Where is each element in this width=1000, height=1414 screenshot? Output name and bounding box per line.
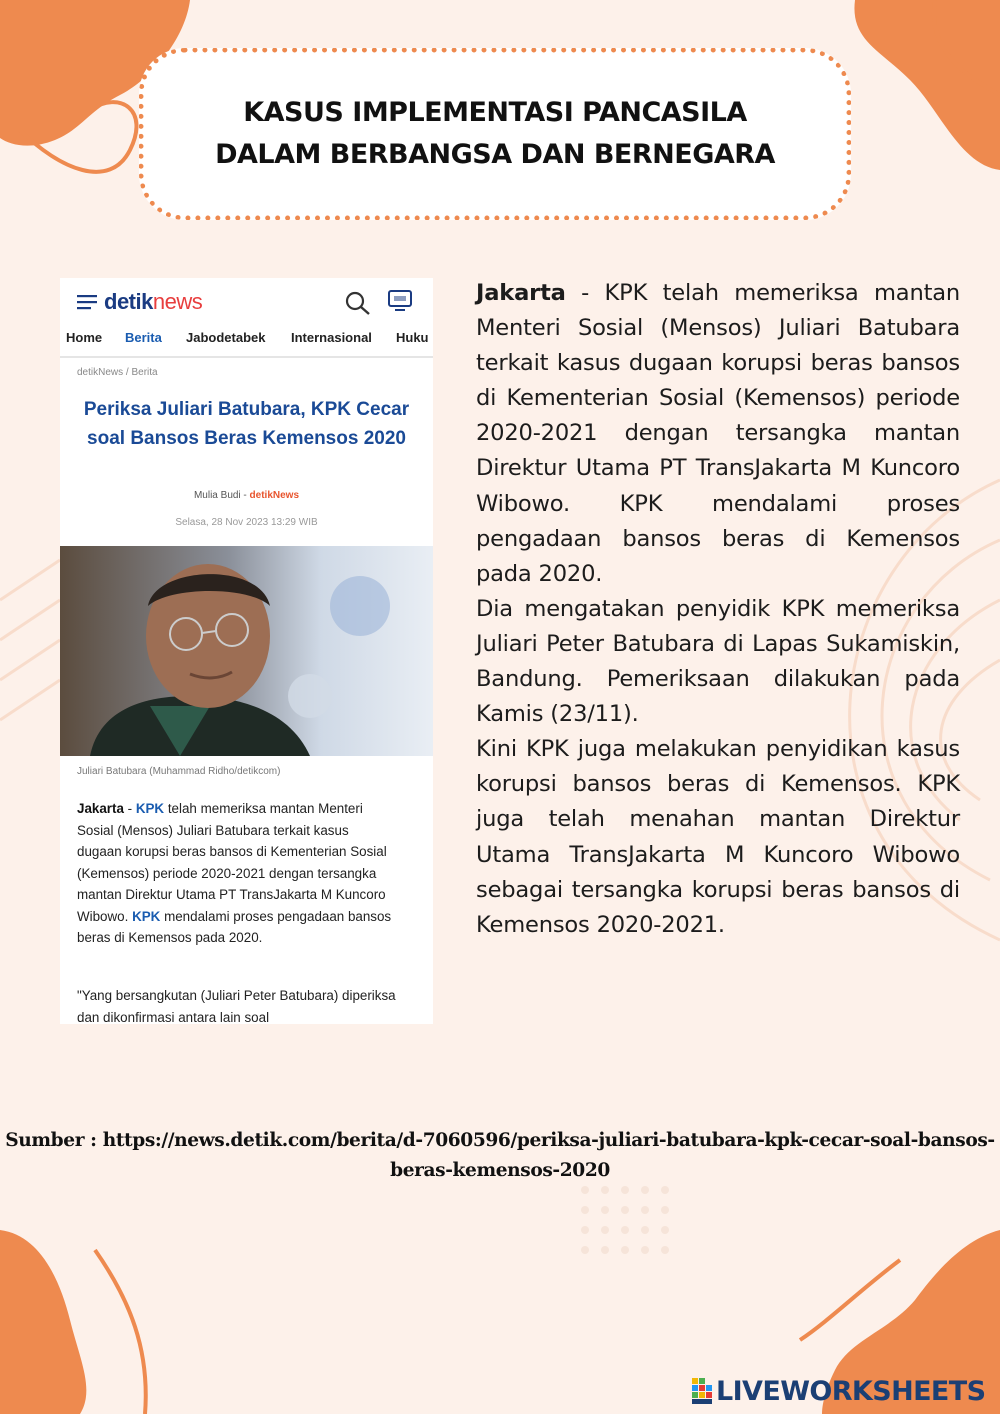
news-header [60, 278, 433, 358]
nav-berita: Berita [125, 330, 162, 345]
article-paragraph-2: Dia mengatakan penyidik KPK memeriksa Juliari Peter Batubara di Lapas Sukamiskin, Bandung. Pemeriksaan dilakukan pada Kamis (23/11). [476, 595, 960, 728]
news-snippet: Jakarta - KPK telah memeriksa mantan Menteri Sosial (Mensos) Juliari Batubara terkait kasus dugaan korupsi beras bansos di Kementerian Sosial (Kemensos) periode 2020-2021 dengan tersangka mantan Direktur Utama PT TransJakarta M Kuncoro Wibowo. KPK mendalami proses pengadaan bansos beras di Kemensos pada 2020. [77, 801, 392, 945]
menu-icon [77, 294, 97, 310]
news-quote: "Yang bersangkutan (Juliari Peter Batubara) diperiksa dan dikonfirmasi antara lain soal [77, 988, 396, 1024]
live-tv-icon [388, 290, 412, 312]
article-text [476, 276, 960, 943]
source-line-1: Sumber : https://news.detik.com/berita/d-7060596/periksa-juliari-batubara-kpk-cecar-soal-bansos- [5, 1130, 995, 1151]
photo-caption: Juliari Batubara (Muhammad Ridho/detikcom) [77, 766, 281, 777]
detiknews-logo: detiknews [104, 289, 203, 314]
breadcrumb: detikNews / Berita [77, 367, 158, 378]
publish-date: Selasa, 28 Nov 2023 13:29 WIB [175, 517, 318, 528]
title-box [139, 48, 851, 220]
nav-internasional: Internasional [291, 330, 372, 345]
liveworksheets-logo-icon [692, 1378, 712, 1404]
nav-hukum: Huku [396, 330, 429, 345]
title-line-2: DALAM BERBANGSA DAN BERNEGARA [215, 139, 775, 170]
byline: Mulia Budi - detikNews [193, 490, 300, 501]
title-line-1: KASUS IMPLEMENTASI PANCASILA [243, 97, 747, 128]
liveworksheets-brand [692, 1374, 985, 1408]
article-paragraph-3: Kini KPK juga melakukan penyidikan kasus korupsi bansos beras di Kemensos. KPK juga telah menahan mantan Direktur Utama TransJakarta M Kuncoro Wibowo sebagai tersangka korupsi beras bansos di Kemensos 2020-2021. [476, 736, 960, 938]
search-icon [344, 290, 372, 316]
news-photo [60, 546, 433, 756]
news-screenshot [60, 278, 433, 1024]
news-nav [60, 330, 433, 352]
nav-jabodetabek: Jabodetabek [186, 330, 266, 345]
news-headline: Periksa Juliari Batubara, KPK Cecar soal Bansos Beras Kemensos 2020 [83, 399, 410, 449]
source-citation [0, 1126, 1000, 1186]
source-line-2: beras-kemensos-2020 [390, 1160, 610, 1181]
article-paragraph-1: Jakarta - KPK telah memeriksa mantan Menteri Sosial (Mensos) Juliari Batubara terkait kasus dugaan korupsi beras bansos di Kementerian Sosial (Kemensos) periode 2020-2021 dengan tersangka mantan Direktur Utama PT TransJakarta M Kuncoro Wibowo. KPK mendalami proses pengadaan bansos beras di Kemensos pada 2020. [476, 280, 960, 587]
liveworksheets-wordmark: LIVEWORKSHEETS [716, 1375, 986, 1407]
nav-home: Home [66, 330, 103, 345]
